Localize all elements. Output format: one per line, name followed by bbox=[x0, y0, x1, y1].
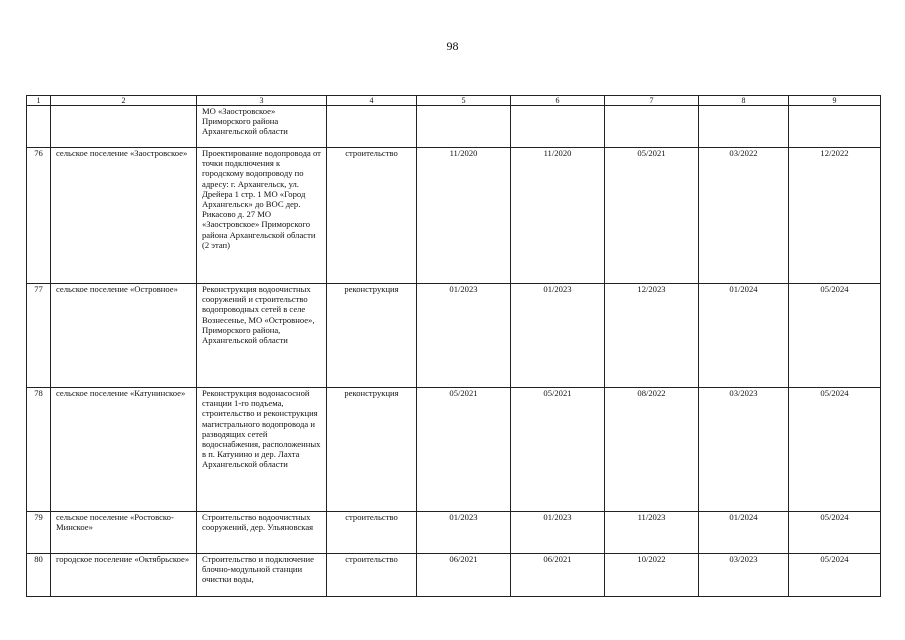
page-number: 98 bbox=[446, 39, 459, 53]
column-header: 5 bbox=[417, 96, 511, 106]
column-header: 9 bbox=[789, 96, 881, 106]
date-cell: 05/2024 bbox=[789, 388, 881, 512]
date-cell: 05/2024 bbox=[789, 554, 881, 597]
date-cell: 01/2023 bbox=[511, 284, 605, 388]
date-cell: 03/2022 bbox=[699, 148, 789, 284]
row-number: 76 bbox=[27, 148, 51, 284]
column-header: 4 bbox=[327, 96, 417, 106]
date-cell: 05/2024 bbox=[789, 512, 881, 554]
table-cell bbox=[699, 106, 789, 148]
work-type-cell: строительство bbox=[327, 148, 417, 284]
object-cell: Строительство и подключение блочно-модульной станции очистки воды, bbox=[197, 554, 327, 597]
date-cell: 03/2023 bbox=[699, 554, 789, 597]
settlement-cell: сельское поселение «Катунинское» bbox=[51, 388, 197, 512]
table-row bbox=[27, 512, 881, 554]
date-cell: 11/2020 bbox=[417, 148, 511, 284]
column-header: 2 bbox=[51, 96, 197, 106]
object-cell: Проектирование водопровода от точки подключения к городскому водопроводу по адресу: г. Архангельск, ул. Дрейера 1 стр. 1 МО «Город Архангельск» до ВОС дер. Рикасово д. 27 МО «Заостровское» Приморского района Архангельской области (2 этап) bbox=[197, 148, 327, 284]
table-cell bbox=[605, 106, 699, 148]
work-type-cell: реконструкция bbox=[327, 388, 417, 512]
object-cell: МО «Заостровское» Приморского района Архангельской области bbox=[197, 106, 327, 148]
date-cell: 01/2023 bbox=[417, 284, 511, 388]
object-cell: Строительство водоочистных сооружений, дер. Ульяновская bbox=[197, 512, 327, 554]
date-cell: 12/2023 bbox=[605, 284, 699, 388]
date-cell: 12/2022 bbox=[789, 148, 881, 284]
date-cell: 05/2021 bbox=[417, 388, 511, 512]
table-cell bbox=[789, 106, 881, 148]
date-cell: 06/2021 bbox=[417, 554, 511, 597]
date-cell: 01/2023 bbox=[511, 512, 605, 554]
table-cell bbox=[417, 106, 511, 148]
date-cell: 01/2024 bbox=[699, 512, 789, 554]
column-header: 3 bbox=[197, 96, 327, 106]
settlement-cell: сельское поселение «Заостровское» bbox=[51, 148, 197, 284]
settlement-cell: сельское поселение «Ростовско-Минское» bbox=[51, 512, 197, 554]
table-row bbox=[27, 148, 881, 284]
settlement-cell: сельское поселение «Островное» bbox=[51, 284, 197, 388]
date-cell: 10/2022 bbox=[605, 554, 699, 597]
table-row bbox=[27, 554, 881, 597]
date-cell: 05/2021 bbox=[605, 148, 699, 284]
date-cell: 03/2023 bbox=[699, 388, 789, 512]
date-cell: 11/2023 bbox=[605, 512, 699, 554]
work-type-cell: реконструкция bbox=[327, 284, 417, 388]
date-cell: 01/2024 bbox=[699, 284, 789, 388]
column-header: 1 bbox=[27, 96, 51, 106]
date-cell: 05/2024 bbox=[789, 284, 881, 388]
table-cell bbox=[27, 106, 51, 148]
work-type-cell: строительство bbox=[327, 554, 417, 597]
date-cell: 06/2021 bbox=[511, 554, 605, 597]
table-cell bbox=[51, 106, 197, 148]
date-cell: 01/2023 bbox=[417, 512, 511, 554]
work-type-cell: строительство bbox=[327, 512, 417, 554]
table-row bbox=[27, 284, 881, 388]
table-cell bbox=[327, 106, 417, 148]
row-number: 80 bbox=[27, 554, 51, 597]
row-number: 77 bbox=[27, 284, 51, 388]
row-number: 78 bbox=[27, 388, 51, 512]
date-cell: 08/2022 bbox=[605, 388, 699, 512]
table-row-continuation bbox=[27, 106, 881, 148]
table-header-row bbox=[27, 96, 881, 106]
column-header: 8 bbox=[699, 96, 789, 106]
settlement-cell: городское поселение «Октябрьское» bbox=[51, 554, 197, 597]
table-cell bbox=[511, 106, 605, 148]
data-table bbox=[26, 95, 881, 597]
row-number: 79 bbox=[27, 512, 51, 554]
object-cell: Реконструкция водоочистных сооружений и строительство водопроводных сетей в селе Вознесенье, МО «Островное», Приморского района, Архангельской области bbox=[197, 284, 327, 388]
column-header: 7 bbox=[605, 96, 699, 106]
table-row bbox=[27, 388, 881, 512]
date-cell: 05/2021 bbox=[511, 388, 605, 512]
column-header: 6 bbox=[511, 96, 605, 106]
date-cell: 11/2020 bbox=[511, 148, 605, 284]
object-cell: Реконструкция водонасосной станции 1-го подъема, строительство и реконструкция магистрального водопровода и разводящих сетей водоснабжения, расположенных в п. Катунино и дер. Лахта Архангельской области bbox=[197, 388, 327, 512]
